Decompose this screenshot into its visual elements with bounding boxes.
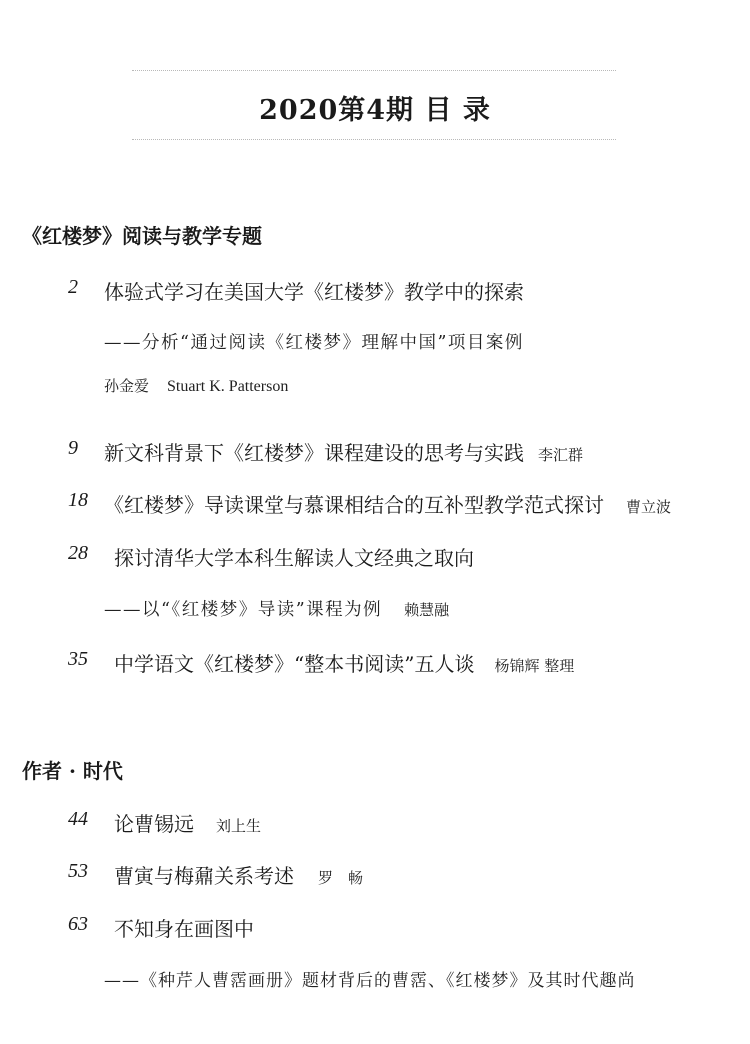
article-author: 刘上生 <box>216 817 262 835</box>
article-title: 论曹锡远 <box>114 812 194 836</box>
page-number: 63 <box>68 913 88 935</box>
article-subtitle: ——分析“通过阅读《红楼梦》理解中国”项目案例 <box>104 333 524 353</box>
author-cn: 孙金爱 <box>104 377 150 395</box>
article-title: 新文科背景下《红楼梦》课程建设的思考与实践 <box>104 441 524 465</box>
page-number: 28 <box>68 542 88 564</box>
article-title: 体验式学习在美国大学《红楼梦》教学中的探索 <box>104 280 524 304</box>
article-title: 《红楼梦》导读课堂与慕课相结合的互补型教学范式探讨 <box>104 493 604 517</box>
page-number: 18 <box>68 489 88 511</box>
article-author: 赖慧融 <box>404 601 450 619</box>
section-title-author-era: 作者 · 时代 <box>22 759 123 783</box>
page-number: 9 <box>68 437 78 459</box>
top-rule <box>132 70 616 71</box>
page-number: 44 <box>68 808 88 830</box>
page-title: 2020第4期 目 录 <box>259 95 491 126</box>
article-author: 杨锦辉 整理 <box>494 657 575 675</box>
page-number: 53 <box>68 860 88 882</box>
section-title-honglou-teaching: 《红楼梦》阅读与教学专题 <box>22 224 262 248</box>
article-title: 曹寅与梅鼐关系考述 <box>114 864 294 888</box>
article-subtitle-with-author <box>104 596 449 621</box>
article-author: 李汇群 <box>538 446 584 464</box>
article-title: 不知身在画图中 <box>114 917 254 941</box>
page-number: 2 <box>68 276 78 298</box>
article-title: 探讨清华大学本科生解读人文经典之取向 <box>114 546 474 570</box>
article-subtitle: ——以“《红楼梦》导读”课程为例 <box>104 600 383 620</box>
article-subtitle: ——《种芹人曹霑画册》题材背后的曹霑、《红楼梦》及其时代趣尚 <box>104 971 636 991</box>
author-en: Stuart K. Patterson <box>167 378 289 395</box>
page-number: 35 <box>68 648 88 670</box>
article-title: 中学语文《红楼梦》“整本书阅读”五人谈 <box>114 652 475 676</box>
article-byline <box>104 375 288 396</box>
article-author: 罗 畅 <box>318 869 364 887</box>
bottom-rule <box>132 139 616 140</box>
article-author: 曹立波 <box>626 498 672 516</box>
